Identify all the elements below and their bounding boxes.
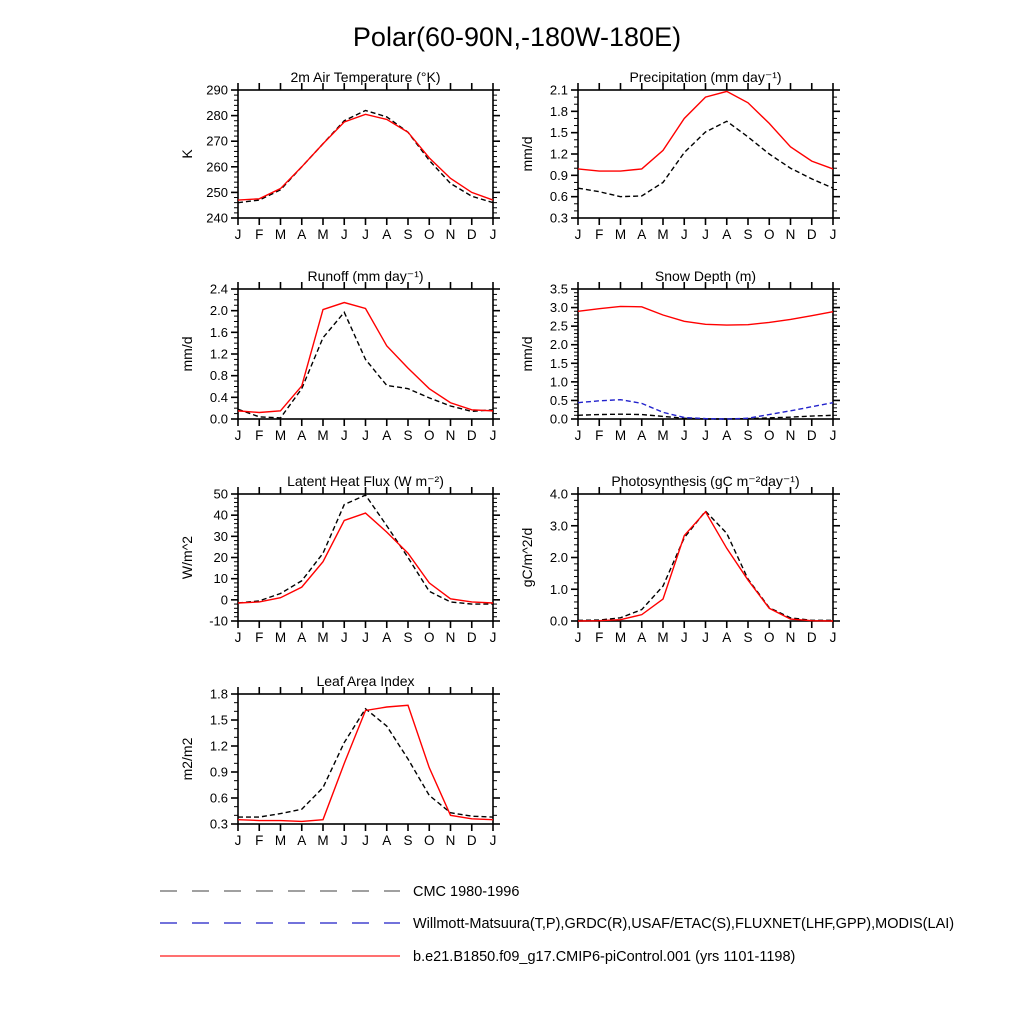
x-tick-label: F [595,428,604,443]
x-tick-label: M [614,630,627,645]
x-tick-label: M [657,428,669,443]
x-tick-label: J [829,428,837,443]
x-tick-label: A [297,428,307,443]
series-line [238,495,493,604]
plot-frame [578,90,833,218]
x-tick-label: J [574,630,582,645]
y-tick-label: 1.2 [209,346,228,362]
x-tick-label: D [466,833,477,848]
subplot-title: Leaf Area Index [316,673,415,689]
y-axis-label: m2/m2 [179,737,195,781]
plot-frame [238,694,493,824]
x-tick-label: N [785,428,796,443]
y-tick-label: 0.8 [209,368,228,384]
axes [231,487,500,628]
axes [571,282,840,426]
x-tick-label: J [340,428,348,443]
x-tick-label: O [423,428,435,443]
x-tick-label: F [595,630,604,645]
y-tick-label: -10 [209,613,228,629]
x-tick-label: M [614,227,627,242]
x-tick-label: J [489,630,497,645]
x-tick-label: J [489,428,497,443]
y-tick-label: 250 [206,184,228,200]
x-tick-label: N [445,227,456,242]
subplot-leaf-area-index [179,673,500,848]
series-line [238,709,493,817]
y-tick-label: 1.6 [209,324,228,340]
axes [571,487,840,628]
x-tick-label: J [234,833,242,848]
y-tick-label: 2.0 [549,550,568,565]
y-tick-label: 0.9 [209,764,228,780]
y-axis-label: gC/m^2/d [519,527,535,588]
plot-frame [238,90,493,218]
x-tick-label: J [234,428,242,443]
x-tick-label: S [403,428,413,443]
axes [571,83,840,225]
x-tick-label: M [317,630,329,645]
legend-label: CMC 1980-1996 [413,884,520,900]
x-tick-label: M [274,630,287,645]
x-tick-label: S [403,630,413,645]
x-tick-label: M [614,428,627,443]
x-tick-label: S [403,833,413,848]
x-tick-label: D [806,428,817,443]
x-tick-label: O [763,428,775,443]
x-tick-label: F [255,833,264,848]
x-tick-label: J [489,227,497,242]
x-tick-label: N [445,630,456,645]
y-axis-label: W/m^2 [179,535,195,580]
x-tick-label: M [274,833,287,848]
x-tick-label: J [829,630,837,645]
y-tick-label: 2.5 [549,318,568,334]
x-tick-label: S [743,630,753,645]
x-tick-label: J [829,227,837,242]
legend-entry [160,884,519,900]
x-tick-label: D [466,227,477,242]
x-tick-label: D [806,227,817,242]
x-tick-label: N [785,630,796,645]
x-tick-label: J [234,630,242,645]
y-tick-label: 3.5 [549,281,568,297]
x-tick-label: F [595,227,604,242]
y-tick-label: 0.0 [549,411,568,427]
y-tick-label: 270 [206,133,228,149]
x-tick-label: A [637,428,647,443]
series-line [238,303,493,413]
x-tick-label: S [403,227,413,242]
x-tick-label: M [274,428,287,443]
x-tick-label: J [574,227,582,242]
x-tick-label: O [763,630,775,645]
x-tick-label: A [382,833,392,848]
subplot-photosynthesis [519,473,840,645]
y-tick-label: 280 [206,108,228,124]
y-axis-label: mm/d [519,136,535,172]
x-tick-label: M [274,227,287,242]
legend-label: Willmott-Matsuura(T,P),GRDC(R),USAF/ETAC(S),FLUXNET(LHF,GPP),MODIS(LAI) [413,916,955,932]
x-tick-label: J [489,833,497,848]
y-tick-label: 30 [213,528,228,544]
x-tick-label: J [362,428,369,443]
y-tick-label: 1.5 [209,712,228,728]
x-tick-label: J [702,630,709,645]
legend-entry [160,916,954,932]
x-tick-label: A [637,227,647,242]
subplot-snow-depth [519,268,840,443]
x-tick-label: S [743,227,753,242]
y-tick-label: 2.1 [549,82,568,98]
y-tick-label: 0.0 [209,411,228,427]
x-tick-label: J [234,227,242,242]
y-tick-label: 1.2 [549,146,568,162]
subplot-title: Snow Depth (m) [654,268,757,284]
y-axis-label: K [179,149,195,159]
y-tick-label: 0.3 [549,210,568,226]
legend-label: b.e21.B1850.f09_g17.CMIP6-piControl.001 (yrs 1101-1198) [413,949,796,965]
x-tick-label: O [423,630,435,645]
x-tick-label: D [806,630,817,645]
subplot-title: Runoff (mm day⁻¹) [307,268,424,284]
x-tick-label: A [297,833,307,848]
y-tick-label: 0.9 [549,167,568,183]
x-tick-label: F [255,227,264,242]
x-tick-label: M [317,428,329,443]
series-line [578,511,833,620]
x-tick-label: O [763,227,775,242]
x-tick-label: S [743,428,753,443]
x-tick-label: J [702,227,709,242]
x-tick-label: F [255,428,264,443]
x-tick-label: N [785,227,796,242]
x-tick-label: O [423,833,435,848]
y-tick-label: 2.0 [209,303,228,319]
series-line [238,114,493,200]
y-tick-label: 260 [206,159,228,175]
y-tick-label: 1.8 [549,103,568,119]
subplot-title: Precipitation (mm day⁻¹) [629,69,782,85]
y-tick-label: 0.6 [209,790,228,806]
series-line [238,312,493,418]
charts-root [179,69,840,848]
x-tick-label: M [657,630,669,645]
figure-title: Polar(60-90N,-180W-180E) [352,22,682,52]
y-tick-label: 40 [213,507,228,523]
x-tick-label: N [445,428,456,443]
x-tick-label: A [297,630,307,645]
x-tick-label: A [382,428,392,443]
y-tick-label: 20 [213,550,228,565]
y-tick-label: 0.3 [209,816,228,832]
y-tick-label: 3.0 [549,300,568,316]
x-tick-label: M [317,227,329,242]
y-tick-label: 0.0 [549,613,568,629]
x-tick-label: A [722,428,732,443]
x-tick-label: J [340,833,348,848]
x-tick-label: A [382,227,392,242]
x-tick-label: J [680,428,688,443]
x-tick-label: A [722,630,732,645]
y-tick-label: 1.5 [549,125,568,141]
series-line [578,512,833,621]
x-tick-label: J [574,428,582,443]
x-tick-label: J [340,630,348,645]
legend [160,884,954,965]
y-axis-label: mm/d [519,336,535,372]
y-tick-label: 0.4 [209,389,228,405]
series-line [578,306,833,325]
axes [231,83,500,225]
y-tick-label: 50 [213,486,228,502]
y-tick-label: 1.5 [549,355,568,371]
series-line [238,705,493,821]
y-tick-label: 4.0 [549,486,568,502]
series-line [578,121,833,196]
subplot-title: Latent Heat Flux (W m⁻²) [287,473,444,489]
subplot-air-temperature [179,69,500,242]
x-tick-label: A [637,630,647,645]
y-tick-label: 1.0 [549,581,568,597]
series-line [238,513,493,603]
y-tick-label: 1.8 [209,686,228,702]
x-tick-label: J [362,833,369,848]
y-tick-label: 3.0 [549,518,568,534]
y-tick-label: 240 [206,210,228,226]
plot-frame [578,289,833,419]
y-tick-label: 2.4 [209,281,228,297]
y-tick-label: 0.5 [549,392,568,408]
x-tick-label: O [423,227,435,242]
x-tick-label: A [722,227,732,242]
x-tick-label: M [317,833,329,848]
y-tick-label: 0 [220,592,228,608]
x-tick-label: D [466,428,477,443]
y-tick-label: 2.0 [549,337,568,353]
y-tick-label: 1.0 [549,374,568,390]
y-tick-label: 1.2 [209,738,228,754]
x-tick-label: J [680,630,688,645]
subplot-latent-heat-flux [179,473,500,645]
x-tick-label: J [340,227,348,242]
x-tick-label: J [362,630,369,645]
x-tick-label: J [702,428,709,443]
axes [231,282,500,426]
x-tick-label: A [382,630,392,645]
y-tick-label: 0.6 [549,189,568,205]
x-tick-label: D [466,630,477,645]
x-tick-label: M [657,227,669,242]
legend-entry [160,949,795,965]
x-tick-label: A [297,227,307,242]
y-tick-label: 290 [206,82,228,98]
series-line [578,400,833,419]
x-tick-label: J [680,227,688,242]
x-tick-label: F [255,630,264,645]
subplot-runoff [179,268,500,443]
series-line [238,110,493,202]
x-tick-label: N [445,833,456,848]
x-tick-label: J [362,227,369,242]
y-tick-label: 10 [213,571,228,587]
subplot-precipitation [519,69,840,242]
subplot-title: Photosynthesis (gC m⁻²day⁻¹) [611,473,800,489]
subplot-title: 2m Air Temperature (°K) [290,69,441,85]
y-axis-label: mm/d [179,336,195,372]
